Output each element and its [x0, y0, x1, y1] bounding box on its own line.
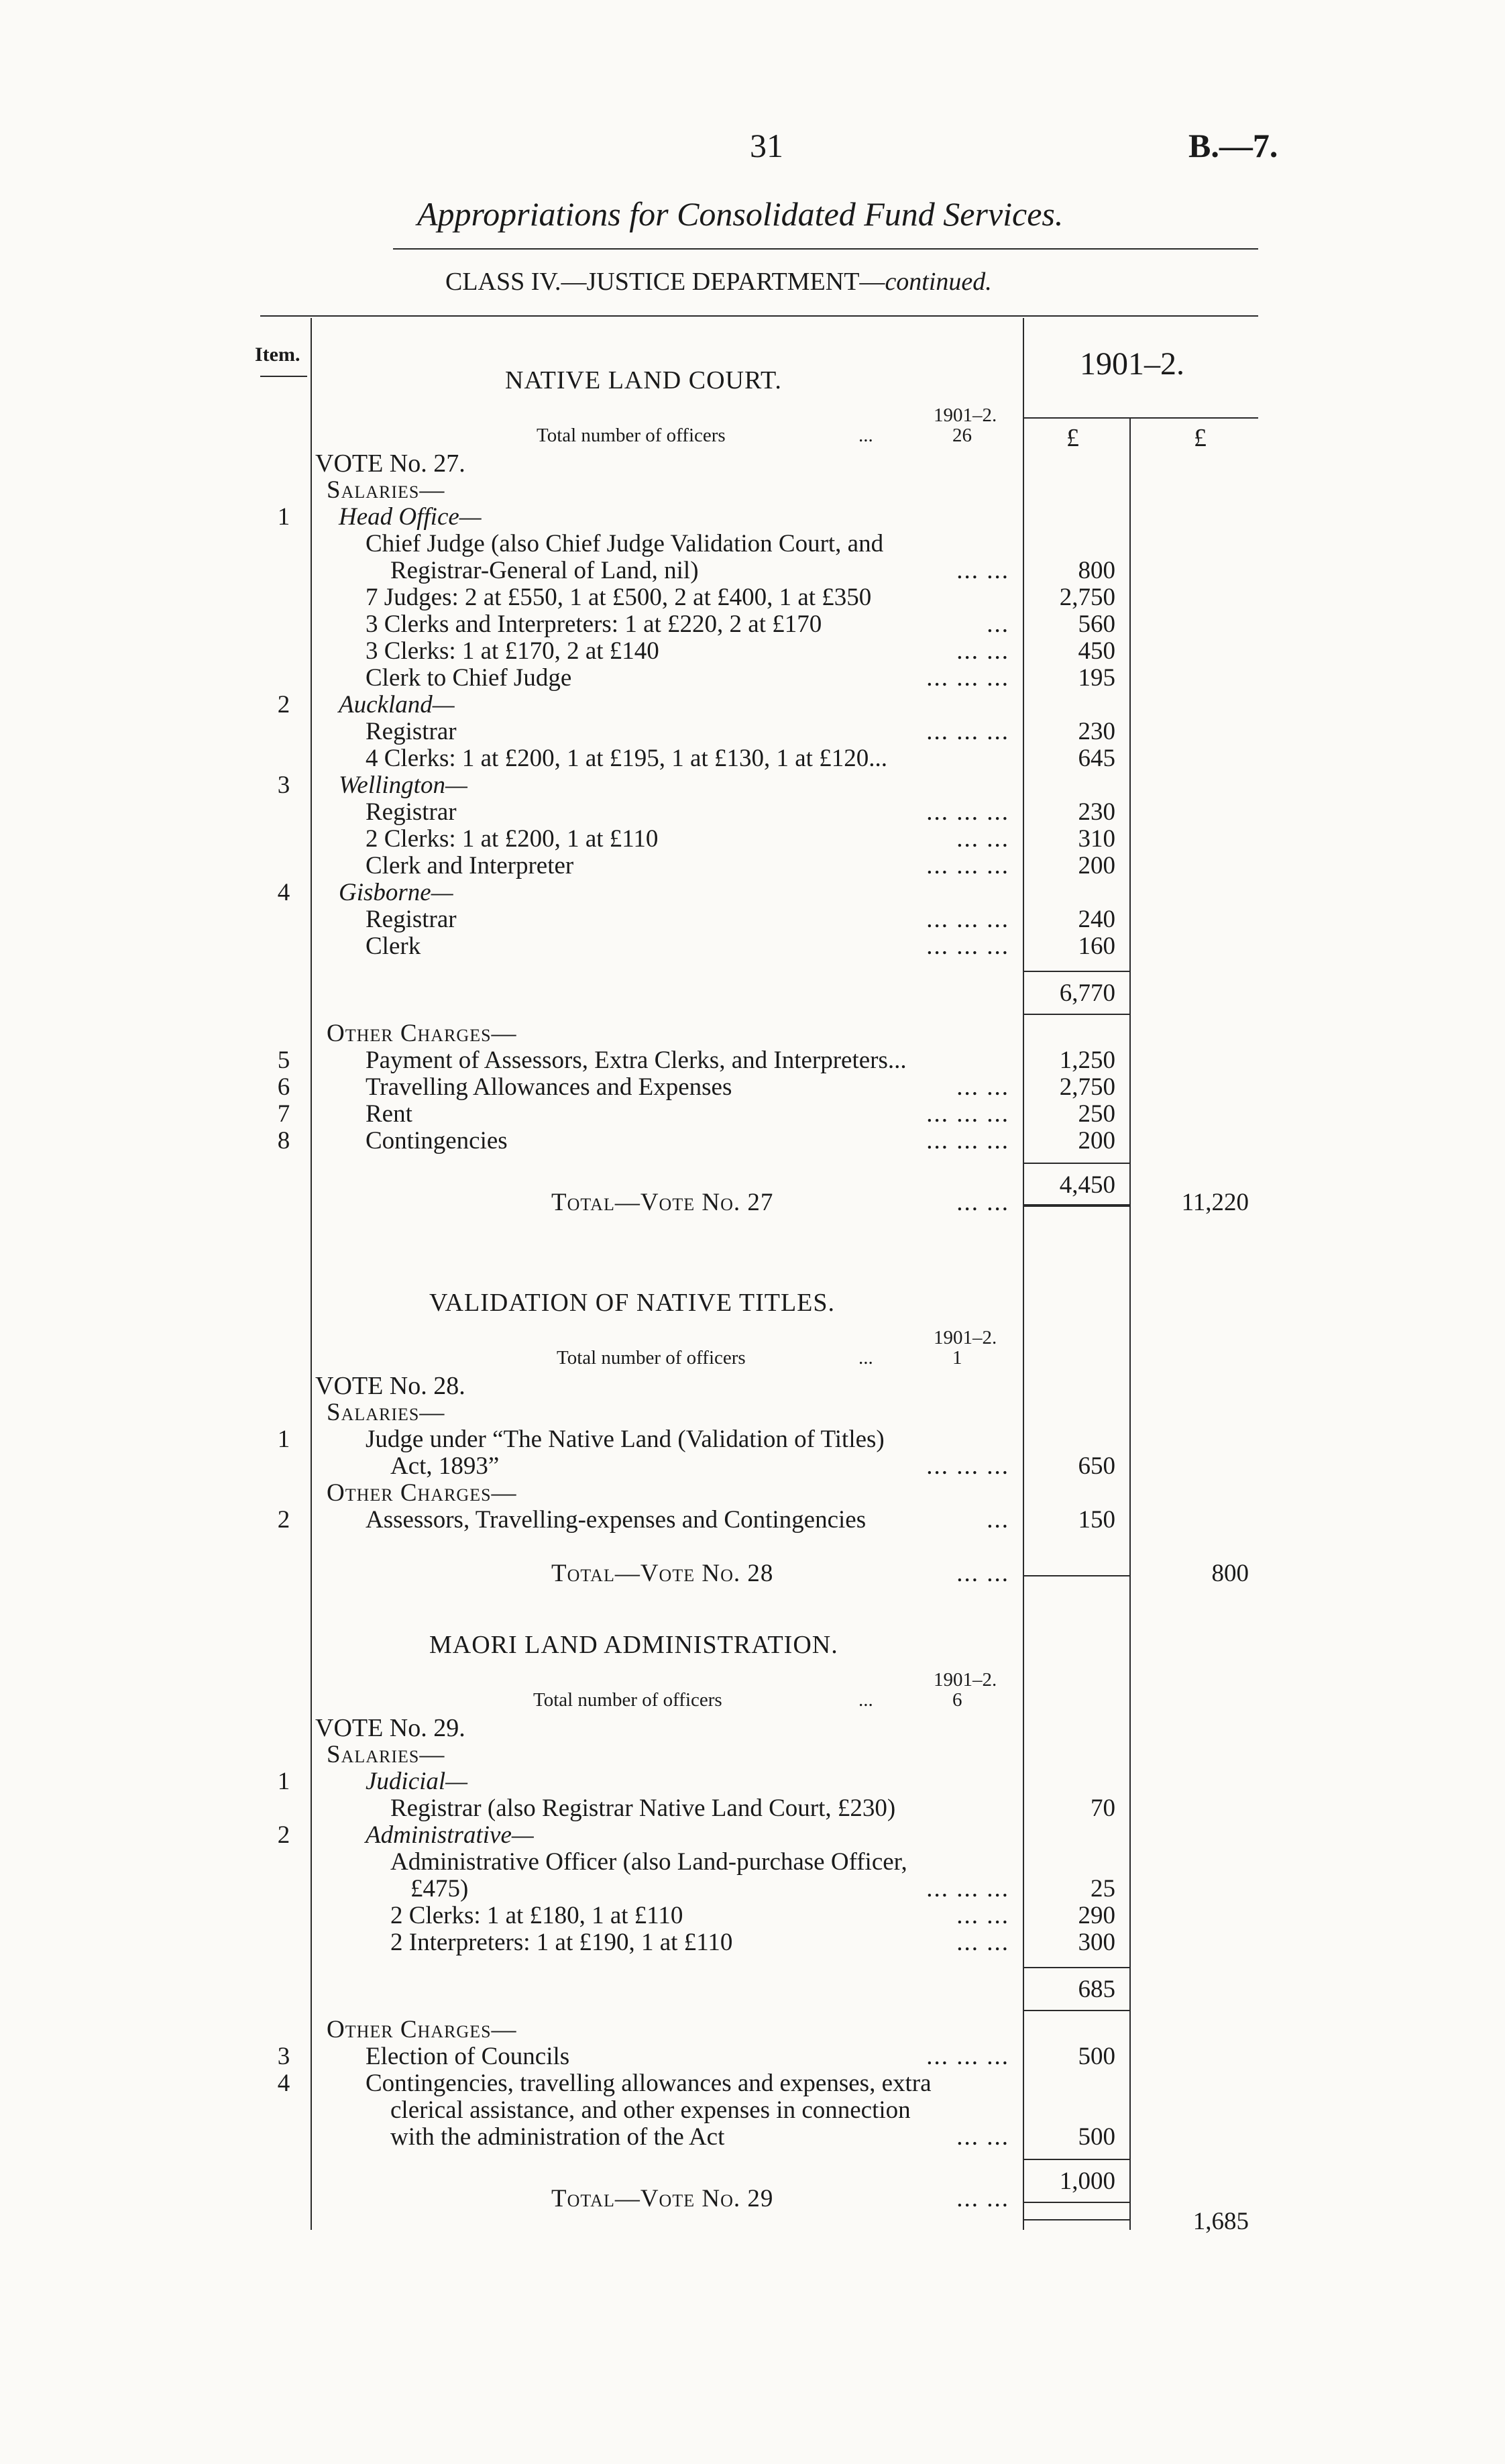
item-number: 2 [277, 1506, 290, 1534]
row-text: Salaries— [327, 476, 445, 504]
vote-number: VOTE No. 28. [315, 1372, 465, 1400]
leader-dots: ... ... ... [926, 1875, 1009, 1903]
officers-year-label: 1901–2. [934, 1669, 997, 1691]
salaries-subtotal-rule-top [1024, 971, 1129, 972]
other-charges-subtotal-value: 4,450 [1059, 1171, 1115, 1199]
row-text: Wellington— [339, 771, 467, 799]
salaries-subtotal [0, 980, 1505, 1007]
row-text: Act, 1893” [390, 1452, 500, 1480]
row-text: Assessors, Travelling-expenses and Contingencies [366, 1506, 867, 1534]
leader-dots: ... ... ... [926, 2043, 1009, 2070]
vote-total-value: 800 [1211, 1560, 1249, 1587]
leader-dots: ... [987, 1506, 1009, 1534]
amount-value: 1,250 [1059, 1047, 1115, 1074]
amount-value: 150 [1078, 1506, 1115, 1534]
amount-value: 310 [1078, 825, 1115, 853]
class-heading-main: CLASS IV.—JUSTICE DEPARTMENT— [445, 268, 885, 296]
table-row [0, 853, 1505, 879]
row-text: 7 Judges: 2 at £550, 1 at £500, 2 at £400, 1 at £350 [366, 584, 872, 611]
row-text: Administrative Officer (also Land-purchase Officer, [390, 1848, 907, 1876]
salaries-subtotal-rule-bottom [1024, 2010, 1129, 2011]
item-number: 8 [277, 1127, 290, 1155]
table-row [0, 826, 1505, 853]
row-text: Salaries— [327, 1399, 445, 1426]
table-row [0, 638, 1505, 665]
item-number: 7 [277, 1100, 290, 1128]
table-row [0, 933, 1505, 960]
amount-value: 500 [1078, 2043, 1115, 2070]
leader-dots: ... ... [956, 1560, 1009, 1587]
table-row [0, 906, 1505, 933]
row-text: Auckland— [339, 691, 455, 718]
leader-dots: ... ... [956, 1073, 1009, 1101]
leader-dots: ... ... ... [926, 664, 1009, 692]
vote-total-row [0, 2185, 1505, 2235]
amount-value: 200 [1078, 1127, 1115, 1155]
amount-value: 230 [1078, 718, 1115, 745]
year-column-header: 1901–2. [1080, 346, 1184, 382]
other-charges-subtotal-value: 1,000 [1059, 2167, 1115, 2195]
title-rule [393, 248, 1258, 250]
row-text: Registrar (also Registrar Native Land Court, £230) [390, 1795, 896, 1822]
amount-value: 300 [1078, 1929, 1115, 1956]
row-text: 2 Clerks: 1 at £200, 1 at £110 [366, 825, 659, 853]
table-row [0, 557, 1505, 584]
table-row [0, 1480, 1505, 1507]
row-text: Registrar-General of Land, nil) [390, 557, 699, 584]
vote-total-rule [1024, 1575, 1129, 1576]
row-text: 2 Clerks: 1 at £180, 1 at £110 [390, 1902, 683, 1929]
amount-value: 2,750 [1059, 1073, 1115, 1101]
leader-dots: ... ... ... [926, 1452, 1009, 1480]
leader-dots: ... ... ... [926, 906, 1009, 933]
row-text: 4 Clerks: 1 at £200, 1 at £195, 1 at £130, 1 at £120... [366, 745, 887, 772]
leader-dots: ... ... ... [926, 852, 1009, 879]
amount-value: 650 [1078, 1452, 1115, 1480]
item-number: 2 [277, 691, 290, 718]
table-row [0, 584, 1505, 611]
amount-value: 70 [1091, 1795, 1115, 1822]
vote-total-rule [1024, 1204, 1129, 1206]
item-number: 4 [277, 879, 290, 906]
table-row [0, 745, 1505, 772]
page-reference: B.—7. [1188, 127, 1278, 164]
item-number: 5 [277, 1047, 290, 1074]
row-text: Clerk and Interpreter [366, 852, 574, 879]
leader-dots: ... ... [956, 1189, 1009, 1216]
salaries-subtotal-value: 685 [1078, 1976, 1115, 2003]
vote-total-label: Total—Vote No. 28 [551, 1560, 774, 1587]
row-text: with the administration of the Act [390, 2123, 725, 2151]
row-text: Rent [366, 1100, 412, 1128]
leader-dots: ... ... ... [926, 798, 1009, 826]
row-text: Clerk [366, 932, 421, 960]
table-row [0, 692, 1505, 718]
officers-year-label: 1901–2. [934, 1327, 997, 1348]
pound-sign-2: £ [1194, 424, 1207, 452]
table-row [0, 1929, 1505, 1956]
table-row [0, 1426, 1505, 1453]
table-row [0, 1399, 1505, 1426]
table-row [0, 1128, 1505, 1155]
row-text: Head Office— [339, 503, 482, 531]
leader-dots: ... ... ... [926, 1127, 1009, 1155]
vote-number: VOTE No. 29. [315, 1714, 465, 1742]
page-number: 31 [750, 127, 783, 164]
officers-dots: ... [858, 425, 873, 446]
vote-number: VOTE No. 27. [315, 449, 465, 478]
table-row [0, 1047, 1505, 1074]
row-text: Gisborne— [339, 879, 453, 906]
amount-value: 290 [1078, 1902, 1115, 1929]
officers-count: 26 [952, 425, 972, 446]
row-text: Salaries— [327, 1741, 445, 1768]
row-text: Payment of Assessors, Extra Clerks, and Interpreters... [366, 1047, 907, 1074]
table-row [0, 1849, 1505, 1876]
other-charges-subtotal-rule-top [1024, 1163, 1129, 1164]
leader-dots: ... [987, 610, 1009, 638]
row-text: Travelling Allowances and Expenses [366, 1073, 732, 1101]
row-text: 3 Clerks: 1 at £170, 2 at £140 [366, 637, 659, 665]
vote-total-value: 11,220 [1181, 1189, 1249, 1216]
table-row [0, 1822, 1505, 1849]
table-row [0, 2070, 1505, 2097]
item-number: 3 [277, 2043, 290, 2070]
table-row [0, 1768, 1505, 1795]
amount-value: 160 [1078, 932, 1115, 960]
salaries-subtotal-value: 6,770 [1059, 979, 1115, 1007]
section-title: MAORI LAND ADMINISTRATION. [429, 1631, 838, 1659]
amount-value: 250 [1078, 1100, 1115, 1128]
item-number: 1 [277, 1426, 290, 1453]
table-top-rule [260, 315, 1258, 317]
item-number: 3 [277, 771, 290, 799]
year-header-rule [1024, 417, 1258, 419]
vote-total-row [0, 1189, 1505, 1216]
table-row [0, 504, 1505, 531]
vote-total-label: Total—Vote No. 27 [551, 1189, 774, 1216]
amount-value: 195 [1078, 664, 1115, 692]
document-title: Appropriations for Consolidated Fund Services. [417, 195, 1064, 233]
officers-year-label: 1901–2. [934, 405, 997, 426]
table-row [0, 772, 1505, 799]
vote-total-value: 1,685 [1192, 2208, 1249, 2235]
row-text: Chief Judge (also Chief Judge Validation Court, and [366, 530, 884, 557]
amount-value: 2,750 [1059, 584, 1115, 611]
item-number: 1 [277, 503, 290, 531]
vote-total-rule [1024, 2219, 1129, 2220]
other-charges-subtotal-rule-top [1024, 2159, 1129, 2160]
table-row [0, 665, 1505, 692]
leader-dots: ... ... ... [926, 932, 1009, 960]
row-text: Administrative— [366, 1821, 534, 1849]
pound-sign-1: £ [1066, 424, 1079, 452]
officers-label: Total number of officers [557, 1347, 746, 1369]
leader-dots: ... ... [956, 1929, 1009, 1956]
class-heading [445, 267, 992, 297]
leader-dots: ... ... [956, 1902, 1009, 1929]
salaries-subtotal [0, 1976, 1505, 2003]
table-row [0, 1903, 1505, 1929]
leader-dots: ... ... ... [926, 718, 1009, 745]
leader-dots: ... ... [956, 637, 1009, 665]
amount-value: 240 [1078, 906, 1115, 933]
item-number: 6 [277, 1073, 290, 1101]
leader-dots: ... ... [956, 2185, 1009, 2212]
amount-value: 25 [1091, 1875, 1115, 1903]
table-row [0, 531, 1505, 557]
row-text: 2 Interpreters: 1 at £190, 1 at £110 [390, 1929, 733, 1956]
salaries-subtotal-rule-bottom [1024, 1014, 1129, 1015]
table-row [0, 879, 1505, 906]
salaries-subtotal-rule-top [1024, 1967, 1129, 1968]
officers-dots: ... [858, 1347, 873, 1369]
table-row [0, 2124, 1505, 2151]
amount-value: 230 [1078, 798, 1115, 826]
table-row [0, 2017, 1505, 2043]
amount-value: 800 [1078, 557, 1115, 584]
row-text: Registrar [366, 798, 457, 826]
table-row [0, 1074, 1505, 1101]
table-row [0, 799, 1505, 826]
leader-dots: ... ... ... [926, 1100, 1009, 1128]
table-row [0, 1453, 1505, 1480]
table-row [0, 1507, 1505, 1534]
item-header-rule [260, 376, 307, 377]
row-text: Election of Councils [366, 2043, 570, 2070]
item-number: 2 [277, 1821, 290, 1849]
row-text: Other Charges— [327, 1020, 517, 1047]
table-row [0, 1101, 1505, 1128]
row-text: Judge under “The Native Land (Validation of Titles) [366, 1426, 885, 1453]
officers-label: Total number of officers [537, 425, 726, 446]
item-number: 4 [277, 2070, 290, 2097]
officers-count: 6 [952, 1689, 962, 1711]
vote-total-row [0, 1560, 1505, 1587]
table-row [0, 1020, 1505, 1047]
amount-value: 560 [1078, 610, 1115, 638]
item-column-header: Item. [255, 343, 300, 366]
row-text: clerical assistance, and other expenses in connection [390, 2096, 911, 2124]
officers-count: 1 [952, 1347, 962, 1369]
row-text: £475) [410, 1875, 469, 1903]
row-text: Registrar [366, 906, 457, 933]
amount-value: 450 [1078, 637, 1115, 665]
table-row [0, 1742, 1505, 1768]
leader-dots: ... ... [956, 2123, 1009, 2151]
section-title: NATIVE LAND COURT. [505, 366, 782, 394]
table-row [0, 2043, 1505, 2070]
amount-value: 500 [1078, 2123, 1115, 2151]
officers-label: Total number of officers [533, 1689, 722, 1711]
table-row [0, 2097, 1505, 2124]
table-row [0, 1795, 1505, 1822]
row-text: Other Charges— [327, 1479, 517, 1507]
amount-value: 645 [1078, 745, 1115, 772]
class-heading-continued: continued. [885, 268, 992, 296]
row-text: Contingencies, travelling allowances and expenses, extra [366, 2070, 932, 2097]
item-number: 1 [277, 1768, 290, 1795]
row-text: Judicial— [366, 1768, 468, 1795]
amount-value: 200 [1078, 852, 1115, 879]
row-text: Contingencies [366, 1127, 508, 1155]
officers-dots: ... [858, 1689, 873, 1711]
table-row [0, 718, 1505, 745]
row-text: Clerk to Chief Judge [366, 664, 572, 692]
row-text: Registrar [366, 718, 457, 745]
row-text: 3 Clerks and Interpreters: 1 at £220, 2 at £170 [366, 610, 822, 638]
table-row [0, 611, 1505, 638]
leader-dots: ... ... [956, 557, 1009, 584]
vote-total-label: Total—Vote No. 29 [551, 2185, 774, 2212]
section-title: VALIDATION OF NATIVE TITLES. [429, 1289, 835, 1317]
table-row [0, 1876, 1505, 1903]
row-text: Other Charges— [327, 2016, 517, 2043]
leader-dots: ... ... [956, 825, 1009, 853]
table-row [0, 477, 1505, 504]
